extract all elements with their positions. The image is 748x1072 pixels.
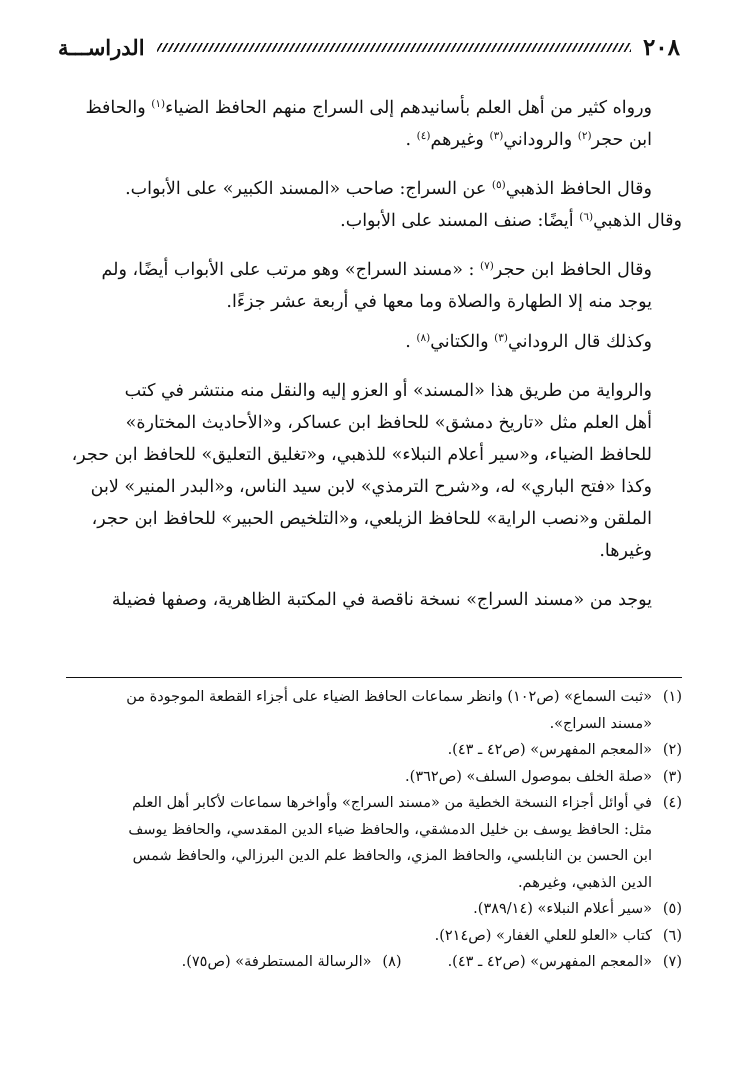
footnote-ref: (٤)	[416, 130, 431, 142]
footnote-ref: (٣)	[494, 332, 508, 344]
footnote-number: (١)	[662, 689, 682, 705]
footnote-text: «سير أعلام النبلاء» (٣٨٩/١٤).	[473, 901, 652, 917]
paragraph-6	[66, 584, 682, 616]
text-line: ورواه كثير من أهل العلم بأسانيدهم إلى السراج منهم الحافظ الضياء$^{(١)}$ والحافظ	[85, 98, 652, 118]
paragraph-3	[66, 254, 682, 318]
paragraph-4	[66, 326, 682, 358]
footnote-number: (٦)	[662, 927, 682, 944]
footnote-separator	[66, 677, 682, 678]
text-line: للحافظ الضياء، و«سير أعلام النبلاء» للذهبي، و«تغليق التعليق» للحافظ ابن حجر،	[71, 445, 652, 465]
footnote-2	[66, 737, 682, 764]
footnote-number: (٣)	[662, 768, 682, 785]
header-hatched-rule	[157, 43, 631, 52]
text-line: وكذلك قال الروداني$^{(٣)}$ والكتاني$^{(٨)}$ .	[405, 332, 652, 352]
footnote-number: (٨)	[382, 954, 402, 970]
footnote-ref: (٥)	[491, 179, 506, 191]
text-line: يوجد منه إلا الطهارة والصلاة وما معها في أربعة عشر جزءًا.	[226, 292, 652, 312]
footnote-text: «المعجم المفهرس» (ص٤٢ ـ ٤٣).	[447, 954, 652, 970]
footnote-text: «ثبت السماع» (ص١٠٢) وانظر سماعات الحافظ الضياء على أجزاء القطعة الموجودة من «مسند السراج».	[126, 689, 652, 732]
footnote-number: (٢)	[662, 742, 682, 758]
footnote-1	[66, 684, 682, 737]
text-line: وغيرها.	[599, 541, 652, 561]
text-line: يوجد من «مسند السراج» نسخة ناقصة في المكتبة الظاهرية، وصفها فضيلة	[111, 590, 652, 610]
footnote-text: كتاب «العلو للعلي الغفار» (ص٢١٤).	[434, 927, 652, 944]
footnote-7	[448, 949, 682, 976]
footnote-ref: (٦)	[579, 211, 594, 223]
footnote-number: (٥)	[662, 901, 682, 917]
footnote-text: «المعجم المفهرس» (ص٤٢ ـ ٤٣).	[447, 742, 652, 758]
text-line: وقال الحافظ ابن حجر$^{(٧)}$ : «مسند السراج» وهو مرتب على الأبواب أيضًا، ولم	[101, 260, 652, 280]
text-line: أهل العلم مثل «تاريخ دمشق» للحافظ ابن عساكر، و«الأحاديث المختارة»	[125, 413, 652, 433]
text-line: ابن حجر$^{(٢)}$ والروداني$^{(٣)}$ وغيرهم$^{(٤)}$ .	[405, 130, 652, 150]
footnote-text: «صلة الخلف بموصول السلف» (ص٣٦٢).	[405, 768, 652, 785]
paragraph-5	[66, 375, 682, 567]
footnote-6	[66, 923, 682, 950]
footnote-3	[66, 764, 682, 791]
main-text	[66, 92, 682, 618]
page-number: ٢٠٨	[642, 33, 680, 61]
footnote-4	[66, 790, 682, 896]
footnote-ref: (٧)	[479, 260, 494, 272]
footnote-ref: (٨)	[416, 332, 431, 344]
page-header	[58, 30, 680, 64]
footnotes	[66, 684, 682, 976]
footnote-ref: (١)	[151, 98, 166, 110]
paragraph-2	[66, 173, 682, 237]
footnote-8	[182, 949, 402, 976]
footnote-row-7-8	[66, 949, 682, 976]
footnote-ref: (٣)	[489, 130, 504, 142]
text-line: الملقن و«نصب الراية» للحافظ الزيلعي، و«التلخيص الحبير» للحافظ ابن حجر،	[91, 509, 652, 529]
footnote-text: في أوائل أجزاء النسخة الخطية من «مسند السراج» وأواخرها سماعات لأكابر أهل العلم مثل: الحافظ يوسف بن خليل الدمشقي، والحافظ ضياء الدين المقدسي، والحافظ يوسف ابن الحسن بن النابلسي، والحافظ المزي، والحافظ علم الدين البرزالي، والحافظ شمس الدين الذهبي، وغيرهم.	[128, 795, 652, 891]
footnote-number: (٧)	[662, 954, 682, 970]
footnote-5	[66, 896, 682, 923]
text-line: وكذا «فتح الباري» له، و«شرح الترمذي» لابن سيد الناس، و«البدر المنير» لابن	[90, 477, 652, 497]
paragraph-1	[66, 92, 682, 156]
running-title: الدراســـة	[58, 34, 145, 60]
text-line: وقال الذهبي$^{(٦)}$ أيضًا: صنف المسند على الأبواب.	[340, 211, 682, 231]
footnote-text: «الرسالة المستطرفة» (ص٧٥).	[181, 954, 372, 970]
text-line: وقال الحافظ الذهبي$^{(٥)}$ عن السراج: صاحب «المسند الكبير» على الأبواب.	[125, 179, 652, 199]
text-line: والرواية من طريق هذا «المسند» أو العزو إليه والنقل منه منتشر في كتب	[124, 381, 652, 401]
footnote-number: (٤)	[662, 795, 682, 811]
footnote-ref: (٢)	[577, 130, 592, 142]
